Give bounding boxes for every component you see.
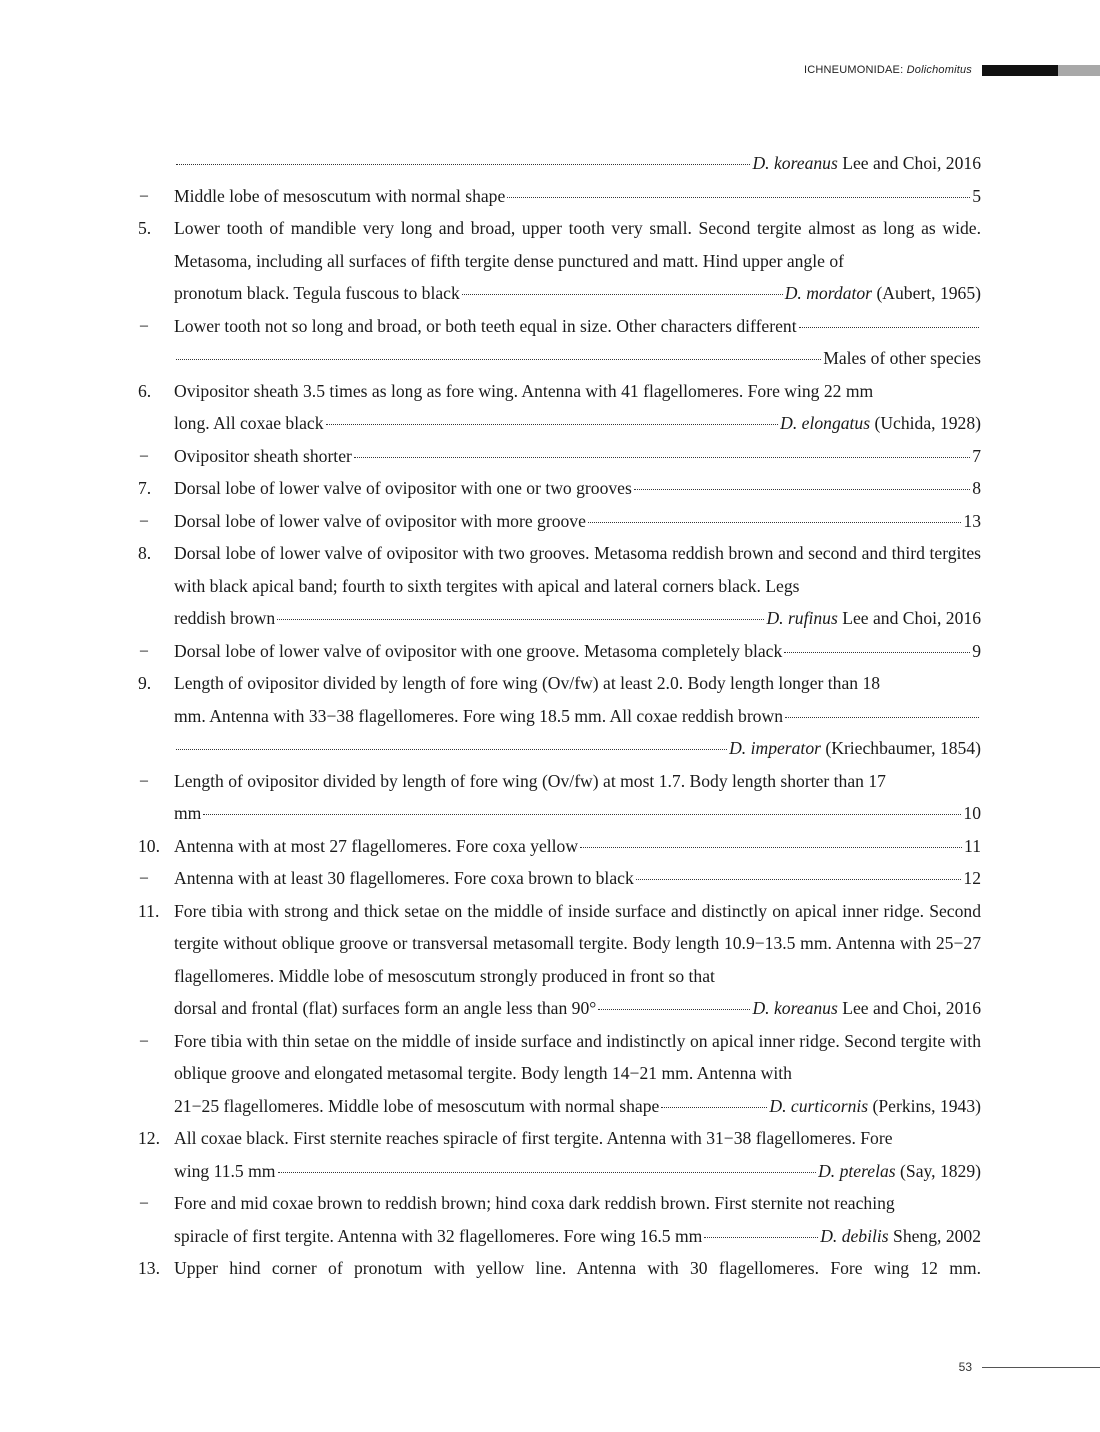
key-couplet-9a: 9. Length of ovipositor divided by length of fore wing (Ov/fw) at least 2.0. Body length longer than 18 mm. Antenna with 33−38 flagellomeres. Fore wing 18.5 mm. All coxae reddish brown D. imperator (Kriechbaumer, 1854) [138, 667, 981, 765]
couplet-marker: − [139, 770, 149, 791]
couplet-text: Dorsal lobe of lower valve of ovipositor with one groove. Metasoma completely black [174, 640, 783, 661]
taxon-name: D. elongatus (Uchida, 1928) [780, 413, 981, 433]
couplet-marker: 13. [138, 1258, 160, 1278]
dot-leader [354, 457, 970, 458]
dot-leader [636, 879, 962, 880]
dot-leader [462, 294, 783, 295]
key-couplet-8a: 8. Dorsal lobe of lower valve of ovipositor with two grooves. Metasoma reddish brown and second and third tergites with black apical band; fourth to sixth tergites with apical and lateral corners black. Legs reddish brown D. rufinus Lee and Choi, 2016 [138, 537, 981, 635]
taxon-name: D. curticornis (Perkins, 1943) [769, 1095, 981, 1116]
key-couplet-10b [138, 862, 981, 895]
couplet-marker: 12. [138, 1128, 160, 1148]
header-bar-gray [1058, 65, 1100, 76]
couplet-target: Males of other species [823, 348, 981, 368]
dot-leader [784, 652, 970, 653]
key-couplet-7b [138, 505, 981, 538]
couplet-marker: 8. [138, 543, 152, 563]
dot-leader [326, 424, 779, 425]
key-couplet-6a: 6. Ovipositor sheath 3.5 times as long as fore wing. Antenna with 41 flagellomeres. Fore wing 22 mm long. All coxae black D. elongatus (Uchida, 1928) [138, 375, 981, 440]
couplet-marker: − [139, 1030, 149, 1051]
taxon-name: D. koreanus Lee and Choi, 2016 [752, 153, 981, 173]
couplet-text: Lower tooth not so long and broad, or both teeth equal in size. Other characters different [174, 315, 797, 336]
couplet-text-block: Lower tooth of mandible very long and broad, upper tooth very small. Second tergite almost as long as wide. Metasoma, including all surfaces of fifth tergite dense punctured and matt. Hind upper angle of [174, 218, 981, 271]
couplet-marker: 6. [138, 380, 152, 401]
dot-leader [634, 489, 970, 490]
taxon-name: D. pterelas (Say, 1829) [818, 1160, 981, 1181]
couplet-marker: − [139, 445, 149, 466]
couplet-text: Ovipositor sheath shorter [174, 445, 352, 466]
couplet-text: Dorsal lobe of lower valve of ovipositor with more groove [174, 510, 586, 531]
key-couplet-6b [138, 440, 981, 473]
couplet-target: 7 [972, 445, 981, 466]
couplet-text: Middle lobe of mesoscutum with normal shape [174, 185, 506, 206]
key-couplet-7a [138, 472, 981, 505]
key-couplet-8b [138, 635, 981, 668]
running-header [804, 63, 1100, 77]
couplet-marker: 11. [138, 900, 160, 921]
running-header-label [804, 64, 972, 76]
footer-rule [982, 1367, 1100, 1368]
key-couplet-5a: 5. Lower tooth of mandible very long and broad, upper tooth very small. Second tergite almost as long as wide. Metasoma, including all surfaces of fifth tergite dense punctured and matt. Hind upper angle of pronotum black. Tegula fuscous to black D. mordator (Aubert, 1965) [138, 212, 981, 310]
key-couplet-11a: 11. Fore tibia with strong and thick setae on the middle of inside surface and distinctly on apical inner ridge. Second tergite without oblique groove or transversal metasomall tergite. Body length 10.9−13.5 mm. Antenna with 25−27 flagellomeres. Middle lobe of mesoscutum strongly produced in front so that dorsal and frontal (flat) surfaces form an angle less than 90° D. koreanus Lee and Choi, 2016 [138, 895, 981, 1025]
couplet-target: 11 [964, 835, 981, 856]
couplet-target: 13 [963, 510, 981, 531]
key-couplet-continuation [138, 147, 981, 180]
dot-leader [278, 1172, 817, 1173]
couplet-target: 10 [963, 803, 981, 823]
couplet-text: Antenna with at least 30 flagellomeres. Fore coxa brown to black [174, 868, 634, 888]
dot-leader [176, 359, 821, 360]
dot-leader [507, 197, 970, 198]
dot-leader [661, 1107, 767, 1108]
identification-key [138, 147, 981, 1285]
couplet-marker: − [139, 868, 149, 888]
key-couplet-11b: − Fore tibia with thin setae on the middle of inside surface and indistinctly on apical inner ridge. Second tergite with oblique groove and elongated metasomal tergite. Body length 14−21 mm. Antenna with 21−25 flagellomeres. Middle lobe of mesoscutum with normal shape D. curticornis (Perkins, 1943) [138, 1025, 981, 1123]
dot-leader [799, 327, 979, 328]
taxon-name: D. koreanus Lee and Choi, 2016 [752, 998, 981, 1018]
couplet-marker: − [139, 1193, 149, 1213]
dot-leader [176, 164, 750, 165]
page-number: 53 [958, 1360, 972, 1374]
leader-line [174, 147, 981, 180]
dot-leader [598, 1009, 750, 1010]
couplet-target: 8 [972, 478, 981, 498]
couplet-text: Dorsal lobe of lower valve of ovipositor with one or two grooves [174, 478, 632, 498]
dot-leader [704, 1237, 818, 1238]
key-couplet-12b: − Fore and mid coxae brown to reddish brown; hind coxa dark reddish brown. First sternite not reaching spiracle of first tergite. Antenna with 32 flagellomeres. Fore wing 16.5 mm D. debilis Sheng, 2002 [138, 1187, 981, 1252]
key-couplet-10a [138, 830, 981, 863]
couplet-target: 5 [972, 185, 981, 206]
dot-leader [785, 717, 979, 718]
couplet-marker: 10. [138, 835, 160, 856]
key-couplet-5b [138, 310, 981, 375]
dot-leader [176, 749, 727, 750]
taxon-name: D. rufinus Lee and Choi, 2016 [766, 608, 981, 628]
dot-leader [580, 847, 962, 848]
key-couplet-13a [138, 1252, 981, 1285]
key-couplet-4b [138, 180, 981, 213]
dot-leader [588, 522, 962, 523]
couplet-target: 9 [972, 640, 981, 661]
dot-leader [277, 619, 764, 620]
header-genus: Dolichomitus [906, 64, 972, 76]
page-footer [959, 1360, 1100, 1374]
couplet-marker: 9. [138, 673, 152, 693]
couplet-marker: − [139, 315, 149, 336]
dot-leader [203, 814, 961, 815]
key-couplet-12a: 12. All coxae black. First sternite reaches spiracle of first tergite. Antenna with 31−38 flagellomeres. Fore wing 11.5 mm D. pterelas (Say, 1829) [138, 1122, 981, 1187]
taxon-name: D. imperator (Kriechbaumer, 1854) [729, 738, 981, 758]
couplet-target: 12 [963, 868, 981, 888]
taxon-name: D. mordator (Aubert, 1965) [784, 283, 981, 303]
couplet-marker: − [139, 185, 149, 206]
couplet-marker: 7. [138, 478, 152, 498]
header-family: ICHNEUMONIDAE: [803, 64, 904, 76]
key-couplet-9b: − Length of ovipositor divided by length of fore wing (Ov/fw) at most 1.7. Body length shorter than 17 mm 10 [138, 765, 981, 830]
couplet-marker: − [139, 510, 149, 531]
couplet-text: Upper hind corner of pronotum with yellow line. Antenna with 30 flagellomeres. Fore wing 12 mm. [174, 1258, 981, 1278]
couplet-marker: − [139, 640, 149, 661]
header-bar-black [982, 65, 1058, 76]
couplet-marker: 5. [138, 218, 152, 238]
couplet-text: Antenna with at most 27 flagellomeres. Fore coxa yellow [174, 835, 579, 856]
taxon-name: D. debilis Sheng, 2002 [820, 1225, 981, 1246]
